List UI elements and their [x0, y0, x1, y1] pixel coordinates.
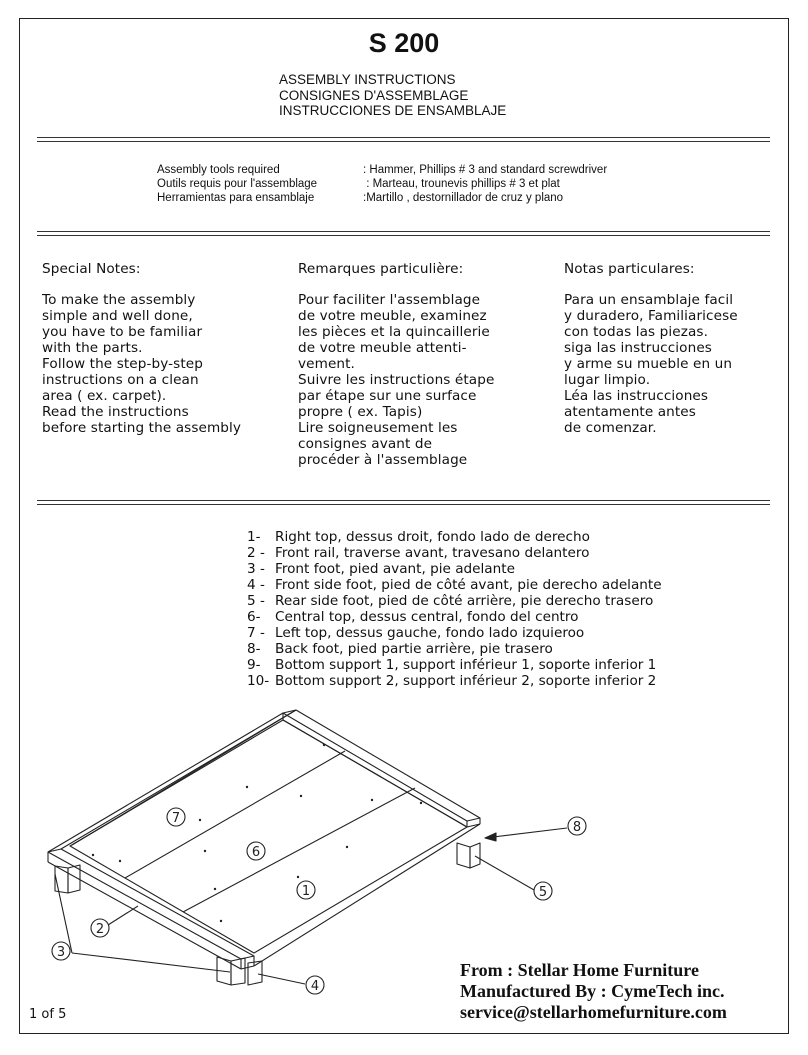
- notes-heading: Remarques particulière:: [298, 261, 464, 277]
- part-description: Bottom support 1, support inférieur 1, soporte inferior 1: [275, 657, 657, 673]
- notes-text: To make the assembly simple and well done, you have to be familiar with the parts. Follow the step-by-step instructions on a clean area ( ex. carpet). Read the instructions before starting the assembly: [42, 292, 242, 436]
- part-number: 10-: [247, 673, 270, 689]
- footer-manufacturer: Manufactured By : CymeTech inc.: [460, 981, 725, 1001]
- notes-text: Pour faciliter l'assemblage de votre meuble, examinez les pièces et la quincaillerie de votre meuble attenti- vement. Suivre les instructions étape par étape sur une surface propre ( ex. Tapis) Lire soigneusement les consignes avant de procéder à l'assemblage: [298, 292, 495, 468]
- manufacturer-info: [460, 960, 727, 1023]
- footer-email: service@stellarhomefurniture.com: [460, 1002, 727, 1022]
- tools-value: :Martillo , destornillador de cruz y plano: [363, 192, 564, 204]
- callout-1: [297, 881, 315, 899]
- page-number: 1 of 5: [29, 1007, 67, 1022]
- callout-6: [247, 842, 265, 860]
- callout-4: [306, 976, 324, 994]
- callout-2: [91, 919, 109, 937]
- part-description: Left top, dessus gauche, fondo lado izquieroo: [275, 625, 585, 641]
- part-description: Front rail, traverse avant, travesano delantero: [275, 545, 590, 561]
- part-number: 7 -: [247, 625, 265, 641]
- callout-3: [52, 942, 70, 960]
- notes-heading: Special Notes:: [42, 261, 141, 277]
- part-description: Front side foot, pied de côté avant, pie derecho adelante: [275, 577, 662, 593]
- part-description: Back foot, pied partie arrière, pie trasero: [275, 641, 553, 657]
- part-description: Rear side foot, pied de côté arrière, pie derecho trasero: [275, 593, 654, 609]
- part-number: 2 -: [247, 545, 265, 561]
- callout-8: [568, 817, 586, 835]
- subtitle-spanish: INSTRUCCIONES DE ENSAMBLAJE: [279, 103, 507, 118]
- callout-label: 5: [538, 885, 548, 900]
- part-description: Bottom support 2, support inférieur 2, soporte inferior 2: [275, 673, 657, 689]
- part-number: 1-: [247, 529, 261, 545]
- tools-value: : Marteau, trounevis phillips # 3 et plat: [363, 178, 560, 190]
- part-number: 9-: [247, 657, 261, 673]
- part-number: 8-: [247, 641, 261, 657]
- callout-label: 4: [310, 979, 320, 994]
- callout-label: 2: [95, 922, 105, 937]
- part-description: Front foot, pied avant, pie adelante: [275, 561, 515, 577]
- subtitle-english: ASSEMBLY INSTRUCTIONS: [279, 72, 456, 87]
- callout-label: 1: [301, 884, 311, 899]
- part-description: Central top, dessus central, fondo del centro: [275, 609, 579, 625]
- notes-text: Para un ensamblaje facil y duradero, Familiaricese con todas las piezas. siga las instrucciones y arme su mueble en un lugar limpio. Léa las instrucciones atentamente antes de comenzar.: [564, 292, 738, 436]
- callout-label: 8: [572, 820, 582, 835]
- footer-from: From : Stellar Home Furniture: [460, 960, 699, 980]
- notes-heading: Notas particulares:: [564, 261, 695, 277]
- part-number: 6-: [247, 609, 261, 625]
- screw-dots: [92, 744, 422, 922]
- tools-value: : Hammer, Phillips # 3 and standard screwdriver: [363, 164, 608, 176]
- callout-label: 7: [171, 811, 181, 826]
- tools-label: Outils requis pour l'assemblage: [157, 178, 318, 190]
- model-title: S 200: [368, 28, 440, 58]
- tools-label: Assembly tools required: [157, 164, 280, 176]
- part-description: Right top, dessus droit, fondo lado de derecho: [275, 529, 590, 545]
- part-number: 4 -: [247, 577, 265, 593]
- tools-label: Herramientas para ensamblaje: [157, 192, 315, 204]
- callout-label: 6: [251, 845, 261, 860]
- bed-top: [48, 710, 480, 969]
- part-number: 5 -: [247, 593, 265, 609]
- callout-label: 3: [56, 945, 66, 960]
- callout-5: [534, 882, 552, 900]
- callout-7: [167, 808, 185, 826]
- part-number: 3 -: [247, 561, 265, 577]
- subtitle-french: CONSIGNES D'ASSEMBLAGE: [279, 87, 469, 103]
